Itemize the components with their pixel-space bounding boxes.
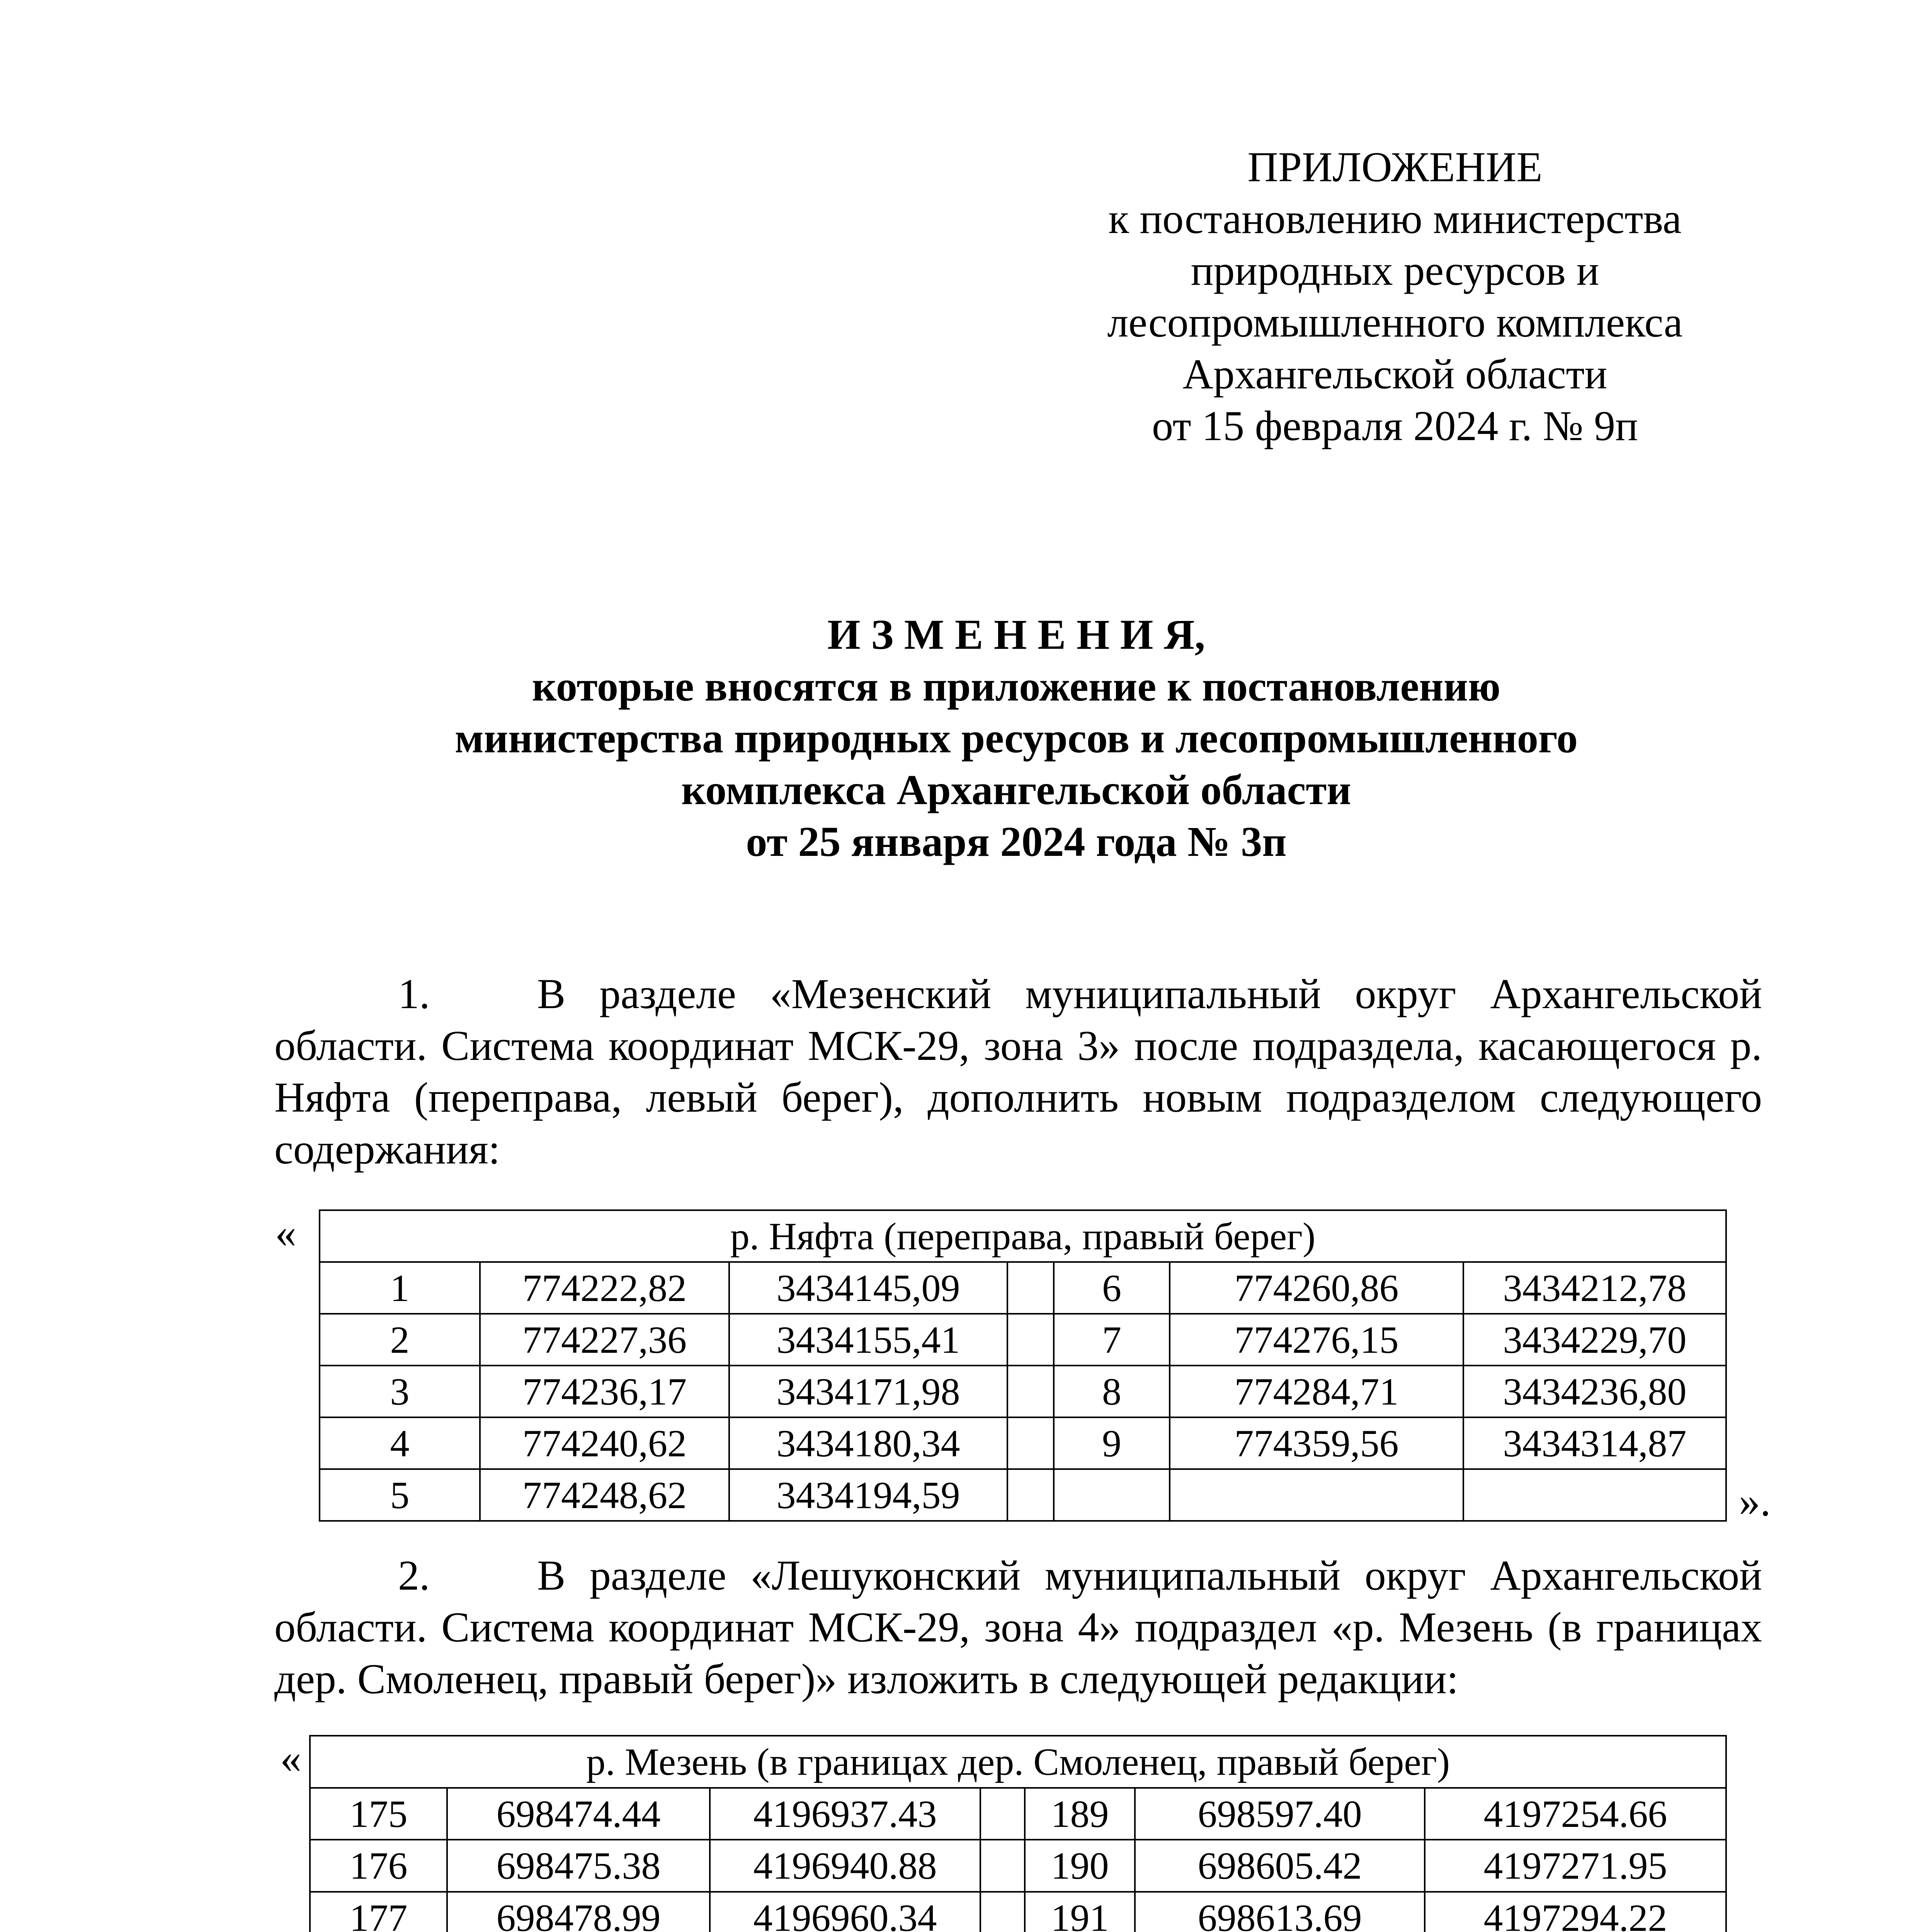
table-row xyxy=(320,1417,1726,1469)
appendix-line: природных ресурсов и xyxy=(1191,247,1599,294)
x-coordinate-cell: 774227,36 xyxy=(480,1314,729,1366)
y-coordinate-cell: 3434212,78 xyxy=(1463,1262,1726,1314)
y-coordinate-cell: 3434236,80 xyxy=(1463,1366,1726,1417)
point-number-cell: 175 xyxy=(310,1788,447,1840)
table-row xyxy=(310,1840,1726,1892)
table-row xyxy=(310,1892,1726,1932)
appendix-header xyxy=(1028,141,1762,452)
spacer-cell xyxy=(1007,1469,1054,1521)
title-line: которые вносятся в приложение к постановлению xyxy=(532,663,1501,710)
x-coordinate-cell: 698605.42 xyxy=(1135,1840,1425,1892)
point-number-cell: 2 xyxy=(320,1314,480,1366)
table-row xyxy=(320,1314,1726,1366)
point-number-cell xyxy=(1054,1469,1170,1521)
table-caption: р. Мезень (в границах дер. Смоленец, правый берег) xyxy=(310,1736,1726,1788)
point-number-cell: 189 xyxy=(1025,1788,1135,1840)
table-row xyxy=(320,1262,1726,1314)
table-caption: р. Няфта (переправа, правый берег) xyxy=(320,1210,1726,1262)
title-line: от 25 января 2024 года № 3п xyxy=(746,818,1287,865)
x-coordinate-cell: 774236,17 xyxy=(480,1366,729,1417)
point-number-cell: 3 xyxy=(320,1366,480,1417)
spacer-cell xyxy=(1007,1366,1054,1417)
y-coordinate-cell: 4196960.34 xyxy=(710,1892,980,1932)
y-coordinate-cell: 3434229,70 xyxy=(1463,1314,1726,1366)
appendix-line: ПРИЛОЖЕНИЕ xyxy=(1247,143,1543,190)
x-coordinate-cell: 774240,62 xyxy=(480,1417,729,1469)
title-line: министерства природных ресурсов и лесопромышленного xyxy=(454,714,1578,762)
y-coordinate-cell: 4197254.66 xyxy=(1425,1788,1726,1840)
point-number-cell: 190 xyxy=(1025,1840,1135,1892)
y-coordinate-cell: 3434194,59 xyxy=(729,1469,1007,1521)
x-coordinate-cell xyxy=(1170,1469,1463,1521)
point-number-cell: 5 xyxy=(320,1469,480,1521)
x-coordinate-cell: 698597.40 xyxy=(1135,1788,1425,1840)
table-row xyxy=(320,1469,1726,1521)
x-coordinate-cell: 698613.69 xyxy=(1135,1892,1425,1932)
y-coordinate-cell: 4196937.43 xyxy=(710,1788,980,1840)
spacer-cell xyxy=(980,1840,1025,1892)
y-coordinate-cell xyxy=(1463,1469,1726,1521)
point-number-cell: 8 xyxy=(1054,1366,1170,1417)
y-coordinate-cell: 3434314,87 xyxy=(1463,1417,1726,1469)
table-row xyxy=(310,1788,1726,1840)
appendix-line: к постановлению министерства xyxy=(1108,195,1682,242)
spacer-cell xyxy=(980,1788,1025,1840)
x-coordinate-cell: 698478.99 xyxy=(447,1892,710,1932)
point-number-cell: 4 xyxy=(320,1417,480,1469)
title-line: комплекса Архангельской области xyxy=(681,766,1351,813)
point-number-cell: 6 xyxy=(1054,1262,1170,1314)
appendix-line: Архангельской области xyxy=(1182,350,1607,398)
x-coordinate-cell: 774284,71 xyxy=(1170,1366,1463,1417)
x-coordinate-cell: 774248,62 xyxy=(480,1469,729,1521)
y-coordinate-cell: 4196940.88 xyxy=(710,1840,980,1892)
point-number-cell: 9 xyxy=(1054,1417,1170,1469)
closing-quote: ». xyxy=(1739,1478,1771,1525)
x-coordinate-cell: 774276,15 xyxy=(1170,1314,1463,1366)
paragraph-2 xyxy=(274,1549,1762,1705)
opening-quote: « xyxy=(280,1735,301,1782)
y-coordinate-cell: 3434171,98 xyxy=(729,1366,1007,1417)
paragraph-text: В разделе «Мезенский муниципальный округ Архангельской области. Система координат МСК-29, зона 3» после подраздела, касающегося р. Няфта (переправа, левый берег), дополнить новым подразделом следующего содержания: xyxy=(274,970,1762,1173)
point-number-cell: 176 xyxy=(310,1840,447,1892)
point-number-cell: 1 xyxy=(320,1262,480,1314)
paragraph-number: 2. xyxy=(398,1552,430,1599)
spacer-cell xyxy=(1007,1314,1054,1366)
coordinates-table-nyafta xyxy=(319,1209,1727,1522)
y-coordinate-cell: 3434180,34 xyxy=(729,1417,1007,1469)
x-coordinate-cell: 698475.38 xyxy=(447,1840,710,1892)
table-row xyxy=(320,1366,1726,1417)
paragraph-1 xyxy=(274,968,1762,1175)
point-number-cell: 191 xyxy=(1025,1892,1135,1932)
title-line: И З М Е Н Е Н И Я, xyxy=(827,611,1205,658)
document-title xyxy=(270,609,1762,867)
coordinates-table-mezen xyxy=(309,1735,1727,1932)
y-coordinate-cell: 3434155,41 xyxy=(729,1314,1007,1366)
appendix-line: лесопромышленного комплекса xyxy=(1107,299,1683,346)
x-coordinate-cell: 774359,56 xyxy=(1170,1417,1463,1469)
spacer-cell xyxy=(1007,1417,1054,1469)
paragraph-number: 1. xyxy=(398,970,430,1017)
point-number-cell: 177 xyxy=(310,1892,447,1932)
x-coordinate-cell: 698474.44 xyxy=(447,1788,710,1840)
y-coordinate-cell: 4197271.95 xyxy=(1425,1840,1726,1892)
y-coordinate-cell: 4197294.22 xyxy=(1425,1892,1726,1932)
paragraph-text: В разделе «Лешуконский муниципальный округ Архангельской области. Система координат МСК-29, зона 4» подраздел «р. Мезень (в границах дер. Смоленец, правый берег)» изложить в следующей редакции: xyxy=(274,1552,1762,1702)
opening-quote: « xyxy=(275,1209,296,1256)
appendix-line: от 15 февраля 2024 г. № 9п xyxy=(1152,402,1638,449)
spacer-cell xyxy=(1007,1262,1054,1314)
y-coordinate-cell: 3434145,09 xyxy=(729,1262,1007,1314)
x-coordinate-cell: 774260,86 xyxy=(1170,1262,1463,1314)
point-number-cell: 7 xyxy=(1054,1314,1170,1366)
spacer-cell xyxy=(980,1892,1025,1932)
x-coordinate-cell: 774222,82 xyxy=(480,1262,729,1314)
